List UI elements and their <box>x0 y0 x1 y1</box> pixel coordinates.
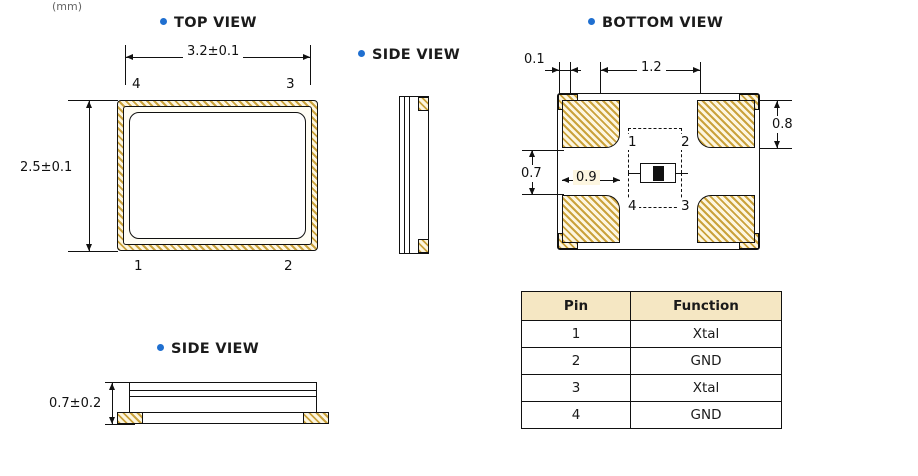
sideview-bottom-body <box>129 382 317 424</box>
bottomview-pin-1: 1 <box>628 134 637 150</box>
topview-width-label: 3.2±0.1 <box>183 44 243 59</box>
topview-pin-2: 2 <box>284 258 293 274</box>
bottomview-gap-label: 0.7 <box>518 165 545 182</box>
topview-package-lid <box>129 112 306 239</box>
table-row <box>522 348 782 375</box>
side-view-right-title: SIDE VIEW <box>358 47 460 63</box>
bottomview-padh-label: 0.8 <box>769 116 796 133</box>
table-row <box>522 402 782 429</box>
bottomview-edge-label: 0.1 <box>524 52 545 67</box>
topview-width-ext-left <box>125 45 126 85</box>
bottomview-pitch-label: 1.2 <box>637 60 666 75</box>
topview-height-label: 2.5±0.1 <box>17 158 75 177</box>
arrow-up-icon <box>109 383 115 390</box>
sideview-bottom-pad-left <box>117 412 143 424</box>
bottomview-padh-ext-bottom <box>760 148 792 149</box>
topview-width-ext-right <box>310 45 311 85</box>
side-view-right-drawing <box>396 96 432 254</box>
arrow-left-icon <box>126 54 133 60</box>
topview-height-ext-top <box>68 100 118 101</box>
table-cell-function: GND <box>631 348 782 375</box>
top-view-title: TOP VIEW <box>160 15 257 31</box>
table-cell-pin: 3 <box>522 375 631 402</box>
bullet-icon <box>157 344 164 351</box>
pin-function-table-element <box>521 291 782 429</box>
bullet-icon <box>358 50 365 57</box>
topview-pin-3: 3 <box>286 76 295 92</box>
arrow-up-icon <box>774 101 780 108</box>
arrow-right-icon <box>693 67 700 73</box>
bullet-icon <box>160 18 167 25</box>
sideview-bottom-drawing <box>129 382 317 424</box>
bottomview-padw-label: 0.9 <box>573 170 600 185</box>
table-cell-function: GND <box>631 402 782 429</box>
sideview-right-edge-line-2 <box>409 96 410 254</box>
sideview-right-pad-bottom <box>418 239 429 253</box>
bottomview-gap-ext-top <box>522 150 564 151</box>
sideview-right-edge-line <box>404 96 405 254</box>
table-cell-pin: 2 <box>522 348 631 375</box>
table-row <box>522 375 782 402</box>
bottomview-pad-2 <box>697 100 755 148</box>
table-cell-pin: 1 <box>522 321 631 348</box>
bottomview-pin-4: 4 <box>628 198 637 214</box>
bottomview-gap-ext-bottom <box>522 194 564 195</box>
table-cell-function: Xtal <box>631 321 782 348</box>
table-cell-pin: 4 <box>522 402 631 429</box>
bottomview-pin-2: 2 <box>681 134 690 150</box>
sideview-h-label: 0.7±0.2 <box>49 396 102 411</box>
bottomview-pin-3: 3 <box>681 198 690 214</box>
bullet-icon <box>588 18 595 25</box>
unit-note: (mm) <box>52 0 83 13</box>
sideview-bottom-line-1 <box>130 390 316 391</box>
arrow-down-icon <box>86 244 92 251</box>
arrow-up-icon <box>529 150 535 157</box>
topview-pin-4: 4 <box>132 76 141 92</box>
topview-height-ext-bottom <box>68 251 118 252</box>
arrow-left-icon <box>562 177 569 183</box>
bottomview-pad-4 <box>562 195 620 243</box>
arrow-down-icon <box>109 417 115 424</box>
sideview-bottom-line-3 <box>130 412 316 413</box>
arrow-left-icon <box>571 67 578 73</box>
sideview-right-pad-top <box>418 97 429 111</box>
table-header-function: Function <box>631 292 782 321</box>
table-header-row <box>522 292 782 321</box>
pin-function-table <box>521 291 782 429</box>
sideview-h-ext-bottom <box>105 424 135 425</box>
table-header-pin: Pin <box>522 292 631 321</box>
sideview-bottom-pad-right <box>303 412 329 424</box>
arrow-up-icon <box>86 101 92 108</box>
arrow-down-icon <box>774 141 780 148</box>
arrow-left-icon <box>601 67 608 73</box>
table-cell-function: Xtal <box>631 375 782 402</box>
table-row <box>522 321 782 348</box>
side-view-bottom-title: SIDE VIEW <box>157 341 259 357</box>
sideview-bottom-line-2 <box>130 396 316 397</box>
arrow-right-icon <box>613 177 620 183</box>
topview-height-dim-line <box>89 100 90 251</box>
bottom-view-title: BOTTOM VIEW <box>588 15 723 31</box>
topview-pin-1: 1 <box>134 258 143 274</box>
bottomview-pad-3 <box>697 195 755 243</box>
arrow-right-icon <box>303 54 310 60</box>
arrow-right-icon <box>552 67 559 73</box>
topview-package-outline <box>117 100 318 251</box>
bottomview-pad-1 <box>562 100 620 148</box>
